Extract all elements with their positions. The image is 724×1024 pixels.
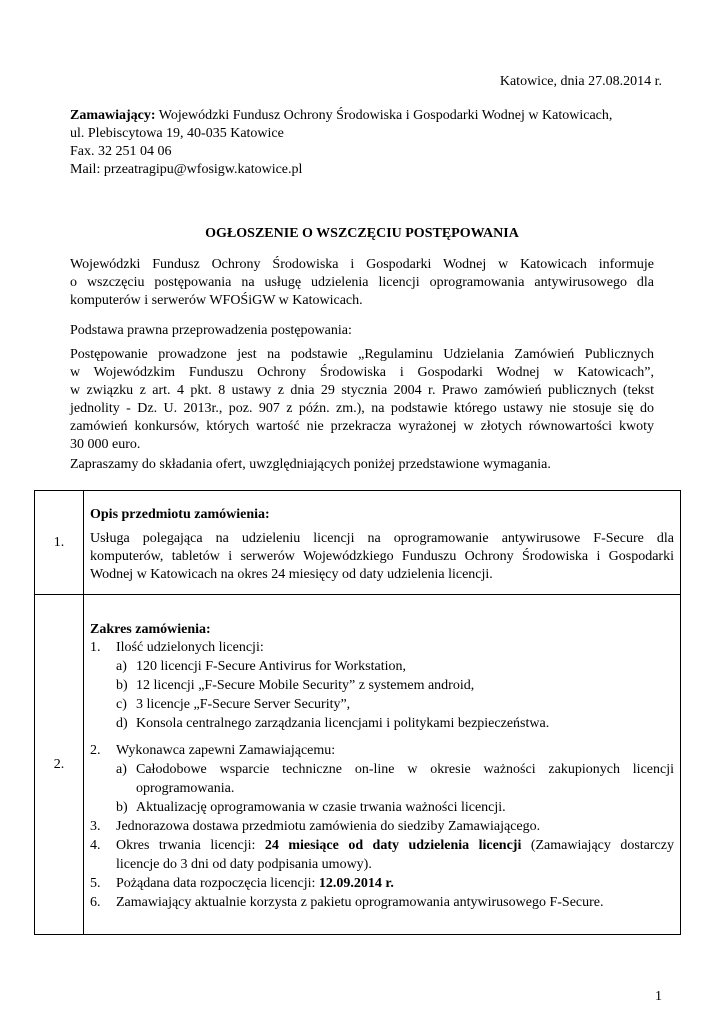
sub-list-item-text: 12 licencji „F-Secure Mobile Security” z systemem android,	[136, 677, 475, 693]
sub-list-item-letter: c)	[116, 696, 127, 712]
start-date-value: 12.09.2014 r.	[318, 875, 394, 891]
legal-basis-line: w związku z art. 4 pkt. 8 ustawy z dnia 29 stycznia 2004 r. Prawo zamówień publicznych (tekst	[70, 383, 654, 398]
sub-list-item-text: 120 licencji F-Secure Antivirus for Workstation,	[136, 658, 407, 674]
order-description-heading: Opis przedmiotu zamówienia:	[90, 506, 270, 522]
legal-basis-heading: Podstawa prawna przeprowadzenia postępowania:	[70, 323, 352, 338]
legal-basis-line: zamówień konkursów, których wartość nie przekracza wyrażonej w złotych równowartości kwoty	[70, 419, 654, 434]
list-item-text: Wykonawca zapewni Zamawiającemu:	[116, 742, 336, 758]
order-scope-cell	[84, 595, 681, 935]
table-row	[35, 491, 681, 595]
list-item-text: Jednorazowa dostawa przedmiotu zamówienia do siedziby Zamawiającego.	[116, 818, 541, 834]
license-period-value: 24 miesiące od daty udzielenia licencji	[264, 837, 522, 853]
announcement-title: OGŁOSZENIE O WSZCZĘCIU POSTĘPOWANIA	[205, 226, 519, 241]
list-item-number: 4.	[90, 837, 101, 853]
list-item-number: 3.	[90, 818, 101, 834]
contracting-authority-label: Zamawiający:	[70, 108, 156, 123]
list-item	[90, 818, 674, 837]
sub-list-item	[90, 715, 674, 734]
sub-list-item-text: oprogramowania.	[136, 780, 235, 796]
order-description-cell	[84, 491, 681, 595]
contracting-authority-fax: Fax. 32 251 04 06	[70, 144, 172, 159]
contracting-authority-name: Wojewódzki Fundusz Ochrony Środowiska i Gospodarki Wodnej w Katowicach,	[158, 108, 613, 123]
list-item	[90, 742, 674, 761]
intro-paragraph	[70, 256, 654, 310]
sub-list-item-continuation	[90, 780, 674, 799]
license-period-note: (Zamawiający dostarczy	[521, 837, 674, 853]
contracting-authority-address: ul. Plebiscytowa 19, 40-035 Katowice	[70, 126, 284, 141]
list-item	[90, 639, 674, 658]
intro-line: komputerów i serwerów WFOŚiGW w Katowicach.	[70, 293, 363, 308]
sub-list-item	[90, 658, 674, 677]
list-item-continuation	[90, 856, 674, 875]
list-item	[90, 894, 674, 913]
intro-line: Wojewódzki Fundusz Ochrony Środowiska i Gospodarki Wodnej w Katowicach informuje	[70, 257, 654, 272]
legal-basis-line: w Wojewódzkim Funduszu Ochrony Środowiska i Gospodarki Wodnej w Katowicach”,	[70, 365, 654, 380]
order-description-line: Wodnej w Katowicach na okres 24 miesięcy od daty udzielenia licencji.	[90, 566, 493, 582]
start-date-label: Pożądana data rozpoczęcia licencji:	[116, 875, 319, 891]
legal-basis-line: jednolity - Dz. U. 2013r., poz. 907 z późn. zm.), na podstawie którego ustawy nie stosuje się do	[70, 401, 654, 416]
sub-list-item-text: Aktualizację oprogramowania w czasie trwania ważności licencji.	[136, 799, 506, 815]
row-number: 1.	[35, 491, 84, 595]
sub-list-item-letter: b)	[116, 799, 128, 815]
legal-basis-paragraph	[70, 346, 654, 454]
list-item-number: 6.	[90, 894, 101, 910]
row-number: 2.	[35, 595, 84, 935]
list-item-text	[116, 875, 674, 893]
list-item-text: Ilość udzielonych licencji:	[116, 639, 264, 655]
sub-list-item	[90, 799, 674, 818]
order-description-line: Usługa polegająca na udzieleniu licencji na oprogramowanie antywirusowe F-Secure dla	[90, 530, 674, 546]
requirements-table	[34, 490, 681, 935]
page-number: 1	[655, 989, 662, 1004]
sub-list-item-text: Konsola centralnego zarządzania licencjami i politykami bezpieczeństwa.	[136, 715, 550, 731]
contracting-authority-name-line	[70, 107, 670, 125]
list-item	[90, 837, 674, 856]
order-description-line: komputerów, tabletów i serwerów Wojewódzkiego Funduszu Ochrony Środowiska i Gospodarki	[90, 548, 674, 564]
intro-line: o wszczęciu postępowania na usługę udzielenia licencji oprogramowania antywirusowego dla	[70, 275, 654, 290]
list-item-text	[116, 837, 674, 855]
legal-basis-line: Postępowanie prowadzone jest na podstawie „Regulaminu Udzielania Zamówień Publicznych	[70, 347, 654, 362]
legal-basis-line: 30 000 euro.	[70, 437, 141, 452]
sub-list-item	[90, 696, 674, 715]
sub-list-item-text: Całodobowe wsparcie techniczne on-line w okresie ważności zakupionych licencji	[136, 761, 674, 777]
sub-list-item-letter: b)	[116, 677, 128, 693]
contracting-authority-mail: Mail: przeatragipu@wfosigw.katowice.pl	[70, 162, 303, 177]
list-item-number: 2.	[90, 742, 101, 758]
sub-list-item-letter: a)	[116, 761, 127, 777]
sub-list-item	[90, 677, 674, 696]
contracting-authority	[70, 107, 670, 179]
table-row	[35, 595, 681, 935]
document-date: Katowice, dnia 27.08.2014 r.	[499, 74, 662, 89]
order-scope-heading: Zakres zamówienia:	[90, 621, 211, 637]
sub-list-item-letter: a)	[116, 658, 127, 674]
list-item-text: licencje do 3 dni od daty podpisania umowy).	[116, 856, 372, 872]
list-item	[90, 875, 674, 894]
license-period-label: Okres trwania licencji:	[116, 837, 265, 853]
sub-list-item-letter: d)	[116, 715, 128, 731]
sub-list-item-text: 3 licencje „F-Secure Server Security”,	[136, 696, 351, 712]
list-item-number: 1.	[90, 639, 101, 655]
invitation-text: Zapraszamy do składania ofert, uwzględniających poniżej przedstawione wymagania.	[70, 457, 551, 472]
list-item-text: Zamawiający aktualnie korzysta z pakietu oprogramowania antywirusowego F-Secure.	[116, 894, 604, 910]
sub-list-item	[90, 761, 674, 780]
list-item-number: 5.	[90, 875, 101, 891]
